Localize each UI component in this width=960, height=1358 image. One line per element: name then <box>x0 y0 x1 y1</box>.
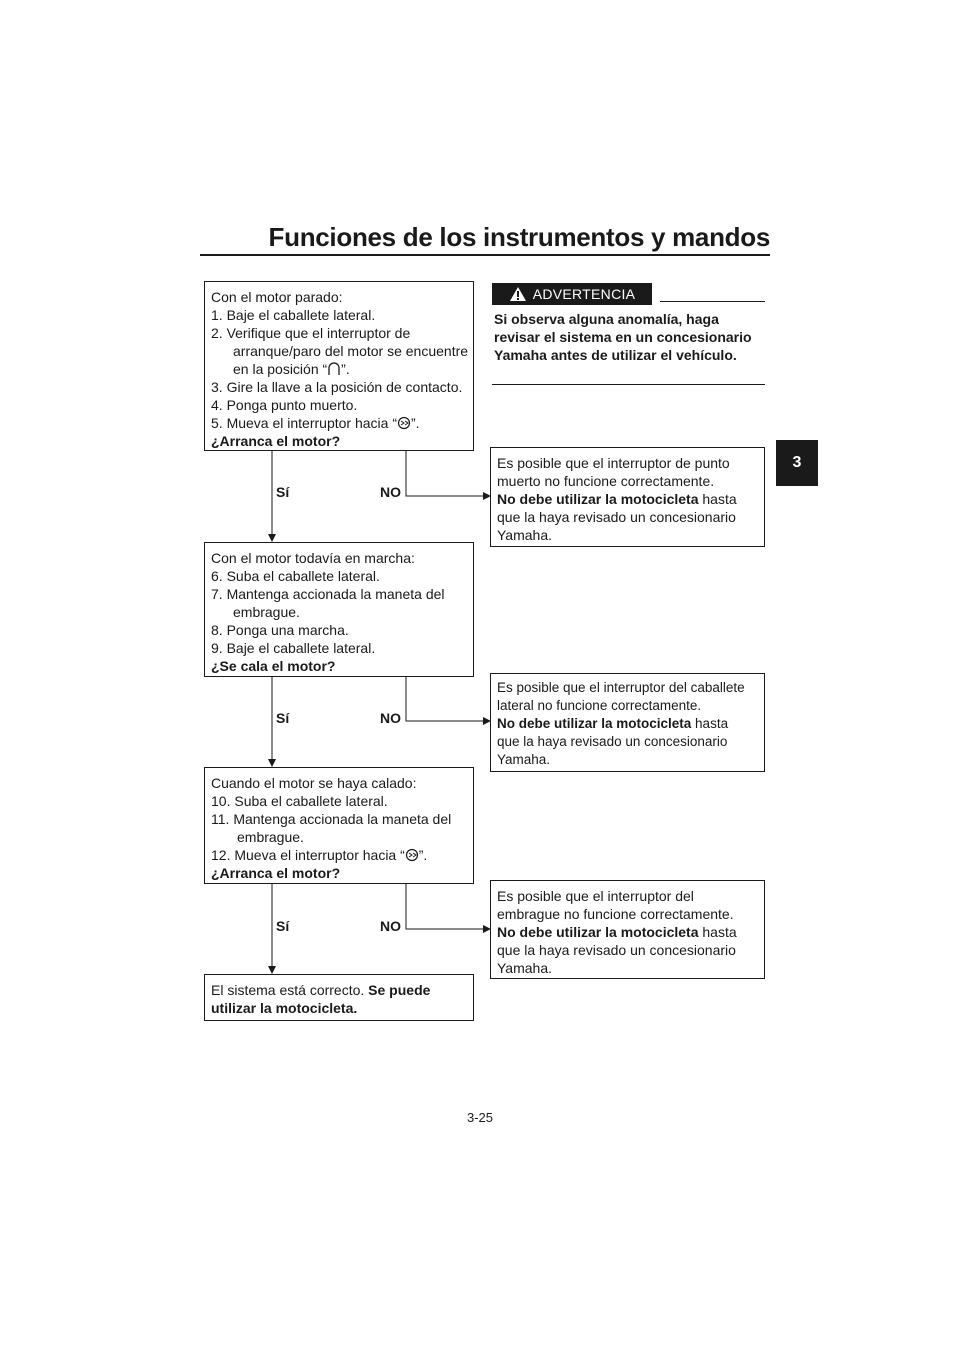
step2-line: 8. Ponga una marcha. <box>211 622 349 638</box>
no2-line: lateral no funcione correctamente. <box>497 698 702 713</box>
warning-rule <box>492 384 765 385</box>
step1-line: Con el motor parado: <box>211 289 343 305</box>
no3-line: Yamaha. <box>497 960 552 976</box>
no3-line: Es posible que el interruptor del <box>497 888 694 904</box>
no-result-box-1 <box>490 447 765 547</box>
warning-badge <box>492 283 652 305</box>
step2-line: 9. Baje el caballete lateral. <box>211 640 376 656</box>
no3-line: embrague no funcione correctamente. <box>497 906 734 922</box>
yes-label-1: Sí <box>276 484 290 500</box>
step2-box <box>204 542 474 677</box>
no-label-2: NO <box>380 710 401 726</box>
step3-box <box>204 767 474 884</box>
no-result-box-3 <box>490 880 765 979</box>
step2-line: 7. Mantenga accionada la maneta del <box>211 586 445 602</box>
no-connector-3 <box>406 884 490 929</box>
start-switch-icon <box>405 848 419 862</box>
final-bold: utilizar la motocicleta. <box>211 1000 358 1016</box>
no1-line: que la haya revisado un concesionario <box>497 509 736 525</box>
step3-line: 12. Mueva el interruptor hacia “ ”. <box>211 847 428 863</box>
step1-line: 2. Verifique que el interruptor de <box>211 325 411 341</box>
chapter-tab: 3 <box>776 440 818 486</box>
step3-line: embrague. <box>237 829 304 845</box>
no2-line: Es posible que el interruptor del caballete <box>497 680 745 695</box>
step3-question: ¿Arranca el motor? <box>211 865 341 881</box>
no3-bold: No debe utilizar la motocicleta <box>497 924 699 940</box>
no1-line: muerto no funcione correctamente. <box>497 473 715 489</box>
no2-bold: No debe utilizar la motocicleta <box>497 716 692 731</box>
final-box <box>204 974 474 1021</box>
no1-bold: No debe utilizar la motocicleta <box>497 491 699 507</box>
step3-line: 11. Mantenga accionada la maneta del <box>211 811 452 827</box>
yes-label-3: Sí <box>276 918 290 934</box>
step1-line: 1. Baje el caballete lateral. <box>211 307 376 323</box>
step3-line: 10. Suba el caballete lateral. <box>211 793 388 809</box>
no2-line: Yamaha. <box>497 752 551 767</box>
no-label-1: NO <box>380 484 401 500</box>
step1-line: 5. Mueva el interruptor hacia “ ”. <box>211 415 420 431</box>
no-connector-1 <box>406 451 490 496</box>
step1-line: en la posición “ ”. <box>233 361 350 377</box>
warning-text: Si observa alguna anomalía, haga revisar el sistema en un concesionario Yamaha antes de utilizar el vehículo. <box>494 311 752 363</box>
run-position-icon <box>327 362 341 376</box>
step2-line: 6. Suba el caballete lateral. <box>211 568 380 584</box>
step2-line: Con el motor todavía en marcha: <box>211 550 415 566</box>
warning-triangle-icon <box>509 286 527 302</box>
no1-line: Yamaha. <box>497 527 552 543</box>
final-bold: Se puede <box>368 982 431 998</box>
no3-line: hasta <box>698 924 737 940</box>
page-title: Funciones de los instrumentos y mandos <box>268 222 770 252</box>
no-label-3: NO <box>380 918 401 934</box>
page-number: 3-25 <box>466 1110 494 1125</box>
step1-line: 4. Ponga punto muerto. <box>211 397 358 413</box>
final-text: El sistema está correcto. <box>211 982 369 998</box>
no-connector-2 <box>406 677 490 721</box>
step1-box <box>204 281 474 451</box>
step1-line: 3. Gire la llave a la posición de contacto. <box>211 379 463 395</box>
no1-line: hasta <box>698 491 737 507</box>
step2-question: ¿Se cala el motor? <box>211 658 336 674</box>
no2-line: hasta <box>691 716 729 731</box>
warning-label: ADVERTENCIA <box>532 286 636 302</box>
no1-line: Es posible que el interruptor de punto <box>497 455 730 471</box>
no2-line: que la haya revisado un concesionario <box>497 734 728 749</box>
step2-line: embrague. <box>233 604 300 620</box>
start-switch-icon <box>397 416 411 430</box>
step3-line: Cuando el motor se haya calado: <box>211 775 417 791</box>
warning-rule <box>660 301 765 302</box>
no3-line: que la haya revisado un concesionario <box>497 942 736 958</box>
yes-label-2: Sí <box>276 710 290 726</box>
no-result-box-2 <box>490 673 765 772</box>
step1-question: ¿Arranca el motor? <box>211 433 341 449</box>
step1-line: arranque/paro del motor se encuentre <box>233 343 469 359</box>
